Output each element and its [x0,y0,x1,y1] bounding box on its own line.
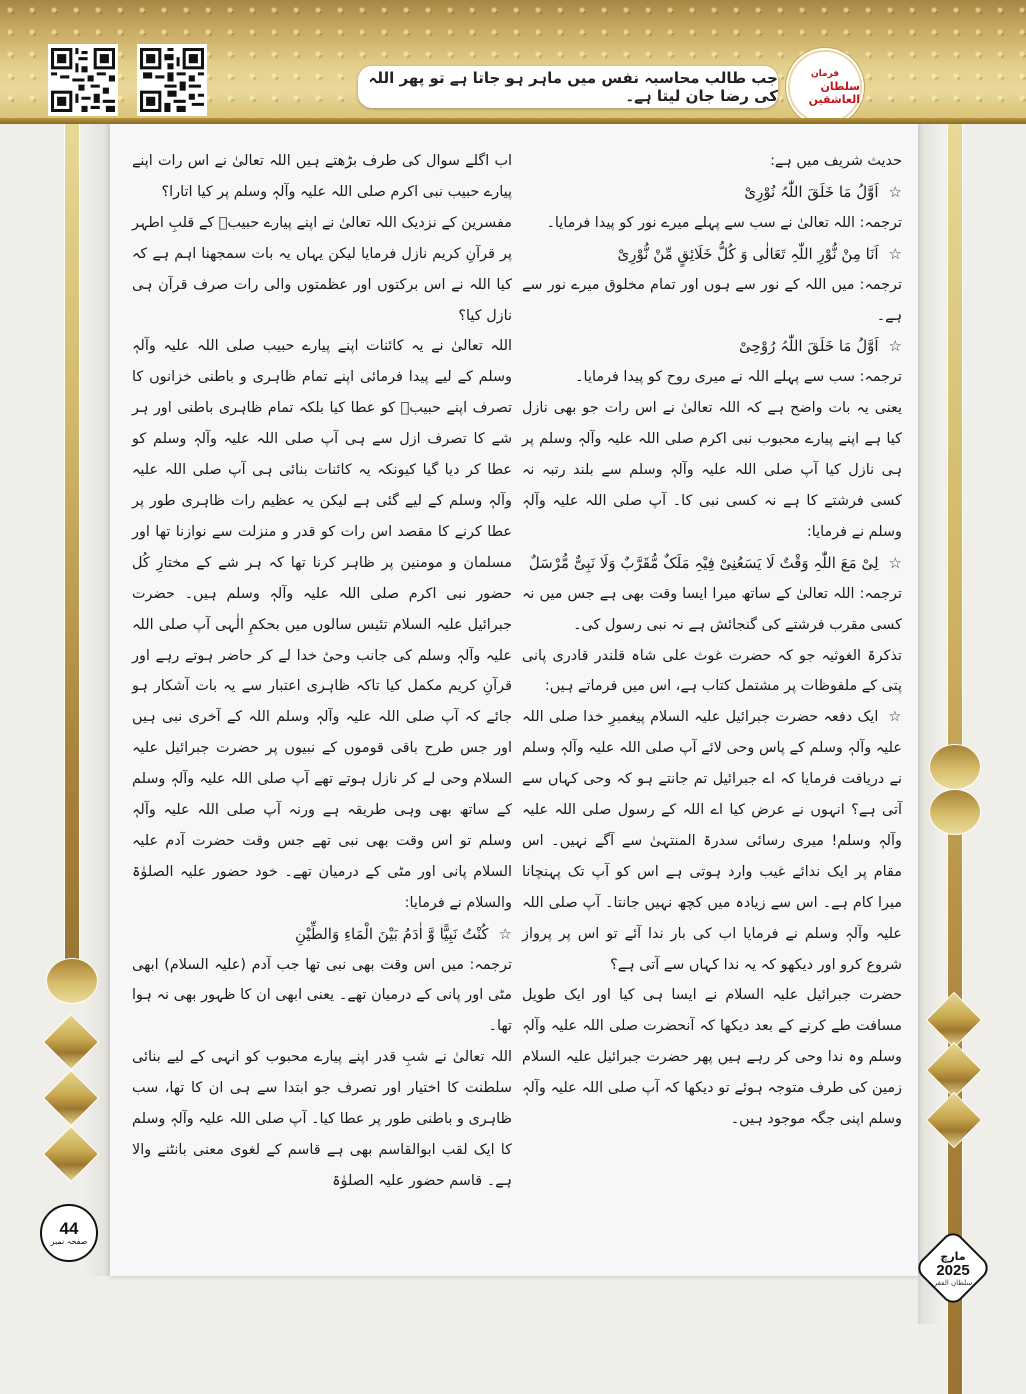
hadith-verse-text: لِیْ مَعَ اللّٰہِ وَقْتٌ لَا یَسَعُنِیْ فِیْہِ مَلَکٌ مُّقَرَّبٌ وَلَا نَبِیٌّ مُّرْسَلٌ [528,553,879,572]
translation: ترجمہ: میں اس وقت بھی نبی تھا جب آدم (علیہ السلام) ابھی مٹی اور پانی کے درمیان تھے۔ یعنی ابھی ان کا ظہور بھی نہ ہوا تھا۔ [132,956,512,1035]
translation: ترجمہ: اللہ تعالیٰ کے ساتھ میرا ایسا وقت بھی ہے جس میں نہ کسی مقرب فرشتے کی گنجائش ہے نہ نبی رسول کی۔ [522,585,902,633]
magazine-name: سلطان الفقر [933,1278,973,1287]
article-sheet [110,124,918,1276]
issue-date [917,1240,989,1298]
paragraph: اللہ تعالیٰ نے یہ کائنات اپنے پیارے حبیب صلی اللہ علیہ وآلہٖ وسلم کے لیے پیدا فرمائی اپنے تمام ظاہری و باطنی خزانوں کا تصرف اپنے حبیبؐ کو عطا کیا بلکہ تمام ظاہری باطنی اور ہر شے کا تصرف ازل سے ہی آپ صلی اللہ علیہ وآلہٖ وسلم کو عطا کر دیا گیا کیونکہ یہ کائنات بنائی ہی آپ صلی اللہ علیہ وآلہٖ وسلم کے لیے گئی ہے لیکن یہ عظیم رات ظاہری طور پر عطا کرنے کا مقصد اس رات کو قدر و منزلت سے نوازنا تھا اور مسلمان و مومنین پر ظاہر کرنا تھا کہ ہر شے کے مختارِ کُل حضور نبی اکرم صلی اللہ علیہ وآلہٖ وسلم ہیں۔ حضرت جبرائیل علیہ السلام تئیس سالوں میں بحکمِ الٰہی آپ صلی اللہ علیہ وآلہٖ وسلم کی جانب وحیٔ خدا لے کر حاضر ہوتے رہے اور قرآنِ کریم مکمل کیا تاکہ ظاہری اعتبار سے یہ بات آشکار ہو جائے کہ آپ صلی اللہ علیہ وآلہٖ وسلم اللہ کے آخری نبی ہیں اور جس طرح باقی قوموں کے نبیوں پر حضرت جبرائیل علیہ السلام وحی لے کر نازل ہوتے تھے آپ صلی اللہ علیہ وآلہٖ وسلم کے ساتھ بھی وہی طریقہ ہے ورنہ آپ صلی اللہ علیہ وآلہٖ وسلم تو اس وقت بھی نبی تھے جس وقت حضرت آدم علیہ السلام پانی اور مٹی کے درمیان تھے۔ خود حضور علیہ الصلوٰۃ والسلام نے فرمایا: [132,338,512,911]
narration-text: ایک دفعہ حضرت جبرائیل علیہ السلام پیغمبرِ خدا صلی اللہ علیہ وآلہٖ وسلم کے پاس وحی لائے آپ صلی اللہ علیہ وآلہٖ وسلم نے دریافت فرمایا کہ اے جبرائیل تم جانتے ہو کہ وحی کہاں سے آتی ہے؟ انہوں نے عرض کیا اے اللہ کے رسول صلی اللہ علیہ وآلہٖ وسلم! میری رسائی سدرۃ المنتہیٰ سے آگے نہیں۔ اس مقام پر ایک ندائے غیب وارد ہوتی ہے اس کو آپ تک پہنچانا میرا کام ہے۔ اس سے زیادہ میں کچھ نہیں جانتا۔ آپ صلی اللہ علیہ وآلہٖ وسلم نے فرمایا اب کی بار ندا آئے تو اس پر پرواز شروع کرو اور دیکھو کہ یہ ندا کہاں سے آتی ہے؟ [522,709,902,973]
paragraph: حدیث شریف میں ہے: [770,153,902,169]
right-margin-shade [918,124,946,1324]
page-number-label: صفحہ نمبر [50,1236,88,1246]
paragraph: اللہ تعالیٰ نے شبِ قدر اپنے پیارے محبوب کو انہی کے لیے بنائی سلطنت کا اختیار اور تصرف جو ابتدا سے ہی ان کا تھا، سب ظاہری و باطنی طور پر عطا کیا۔ آپ صلی اللہ علیہ وآلہٖ وسلم کا ایک لقب ابوالقاسم بھی ہے قاسم کے لغوی معنی بانٹنے والا ہے۔ قاسم حضور علیہ الصلوٰۃ [132,1049,512,1189]
qr-code-2[interactable] [137,44,207,116]
article-column-right [522,146,902,1135]
paragraph: یعنی یہ بات واضح ہے کہ اللہ تعالیٰ نے اس رات جو بھی نازل کیا ہے اپنے پیارے محبوب نبی اکرم صلی اللہ علیہ وآلہٖ وسلم پر ہی نازل کیا آپ صلی اللہ علیہ وآلہٖ وسلم سے بلند رتبہ نہ کسی فرشتے کا ہے نہ کسی نبی کا۔ آپ صلی اللہ علیہ وآلہٖ وسلم نے فرمایا: [522,400,902,540]
hadith-verse-text: اَنَا مِنْ نُّوْرِ اللّٰہِ تَعَالٰی وَ کُلُّ خَلَائِقٍ مِّنْ نُّوْرِیْ [617,244,879,263]
paragraph: تذکرۃ الغوثیہ جو کہ حضرت غوث علی شاہ قلندر قادری پانی پتی کے ملفوظات پر مشتمل کتاب ہے، اس میں فرماتے ہیں: [522,647,902,695]
left-gold-ball-ornament [46,958,98,1004]
header-quote-text: جب طالب محاسبہ نفس میں ماہر ہو جاتا ہے تو پھر اللہ کی رضا جان لیتا ہے۔ [368,69,778,105]
hadith-verse [522,239,902,270]
hadith-verse-text: اَوَّلُ مَا خَلَقَ اللّٰہُ رُوْحِیْ [739,337,879,356]
hadith-verse-text: اَوَّلُ مَا خَلَقَ اللّٰہُ نُوْرِیْ [744,182,879,201]
paragraph: اب اگلے سوال کی طرف بڑھتے ہیں اللہ تعالیٰ نے اس رات اپنے پیارے حبیب نبی اکرم صلی اللہ علیہ وآلہٖ وسلم پر کیا اتارا؟ [132,153,512,200]
star-icon: ☆ [888,553,902,572]
star-icon: ☆ [888,337,902,356]
translation: ترجمہ: اللہ تعالیٰ نے سب سے پہلے میرے نور کو پیدا فرمایا۔ [546,214,902,231]
issue-month: مارچ [940,1249,966,1263]
star-icon: ☆ [888,709,902,726]
left-gold-rail [64,124,80,984]
star-icon: ☆ [888,182,902,201]
translation: ترجمہ: میں اللہ کے نور سے ہوں اور تمام مخلوق میرے نور سے ہے۔ [522,276,902,324]
hadith-verse [132,919,512,950]
paragraph: مفسرین کے نزدیک اللہ تعالیٰ نے اپنے پیارے حبیبؐ کے قلبِ اطہر پر قرآنِ کریم نازل فرمایا لیکن یہاں یہ بات سمجھنا اہم ہے کہ کیا اللہ نے اس برکتوں اور عظمتوں والی رات صرف قرآن ہی نازل کیا؟ [132,214,512,324]
issue-year: 2025 [936,1261,970,1279]
qr-code-icon [51,47,115,113]
star-icon: ☆ [888,244,902,263]
translation: ترجمہ: سب سے پہلے اللہ نے میری روح کو پیدا فرمایا۔ [575,369,902,386]
right-gold-ball-ornament [929,744,981,790]
star-icon: ☆ [498,924,512,943]
hadith-verse [522,331,902,362]
paragraph: حضرت جبرائیل علیہ السلام نے ایسا ہی کیا اور ایک طویل مسافت طے کرنے کے بعد دیکھا کہ آنحضرت صلی اللہ علیہ وآلہٖ وسلم وہ ندا وحی کر رہے ہیں پھر حضرت جبرائیل علیہ السلام زمین کی طرف متوجہ ہوئے تو دیکھا کہ آپ صلی اللہ علیہ وآلہٖ وسلم اپنی جگہ موجود ہیں۔ [522,987,902,1128]
hadith-verse-text: کُنْتُ نَبِیًّا وَّ اٰدَمُ بَیْنَ الْمَاءِ وَالطِّیْنِ [294,924,489,943]
header-banner [0,0,1026,122]
page-number: 44 [59,1218,79,1238]
narration [522,702,902,980]
article-column-left [132,146,512,1197]
hadith-verse [522,548,902,579]
seal-line-2: سلطان العاشقین [808,79,860,106]
hadith-verse [522,177,902,208]
seal-logo [788,50,862,124]
qr-code-1[interactable] [48,44,118,116]
qr-code-icon [140,47,204,113]
seal-line-1: فرمان [810,68,840,79]
page-number-badge [40,1204,98,1262]
header-quote [358,66,778,108]
right-gold-ball-ornament [929,789,981,835]
